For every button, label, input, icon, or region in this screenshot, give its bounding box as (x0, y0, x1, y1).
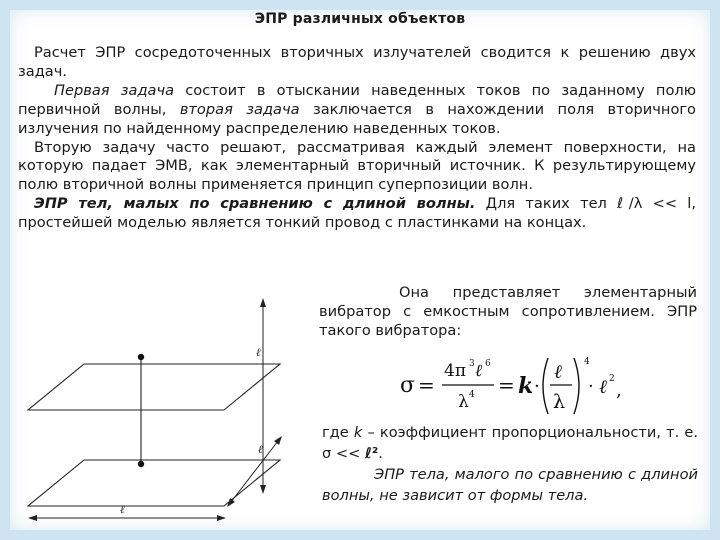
formula-num-l: ℓ (475, 361, 483, 381)
formula-k: k (518, 373, 534, 399)
formula-equals-2: = (498, 373, 515, 397)
vibrator-text: Она представляет элементарный вибратор с емкостным сопротивлением. ЭПР такого вибратора: (319, 284, 697, 339)
formula-dot-2: · (588, 376, 594, 397)
side-dimension-line (231, 441, 278, 502)
bottom-label: ℓ (120, 503, 125, 516)
bottom-arrow-left (28, 515, 37, 521)
second-task-text: Вторую задачу часто решают, рассматривая каждый элемент поверхности, на которую падает ЭМВ, как элементарный вторичный источник. К результирующему полю вторичной волны применяется принцип суперпозиции волн. (18, 138, 696, 194)
rcs-formula (396, 352, 626, 420)
where-k: k (353, 424, 363, 441)
conclusion-paragraph (322, 464, 698, 506)
paragraph-second-task (18, 139, 696, 196)
tasks-text-mid: состоит в отыскании наведенных токов по заданному полю первичной волны, (18, 81, 696, 118)
vibrator-paragraph (319, 284, 697, 341)
formula-num-exp3: 3 (469, 359, 475, 369)
paragraph-intro (18, 44, 696, 82)
second-task-label: вторая задача (179, 100, 300, 118)
bottom-plate (28, 460, 280, 506)
wire-top-point (138, 354, 144, 360)
conclusion-text: ЭПР тела, малого по сравнению с длиной волны, не зависит от формы тела. (322, 466, 698, 504)
paragraph-tasks (18, 82, 696, 139)
formula-den-lambda: λ (458, 392, 469, 412)
first-task-label: Первая задача (54, 81, 175, 99)
formula-comma: , (616, 380, 622, 401)
small-bodies-text: Для таких тел ℓ/λ << l, простейшей моделью является тонкий провод с пластинками на концах. (18, 195, 696, 232)
formula-num-coef: 4π (444, 361, 466, 381)
formula-l2-base: ℓ (599, 376, 607, 398)
paragraph-small-bodies (18, 195, 696, 233)
formula-dot-1: · (534, 376, 540, 397)
formula-paren-right (574, 358, 579, 414)
slide-title: ЭПР различных объектов (254, 11, 466, 27)
small-bodies-heading: ЭПР тел, малых по сравнению с длиной волны. (34, 195, 476, 213)
formula-den-exp4: 4 (469, 390, 475, 400)
height-label: ℓ (256, 346, 261, 359)
formula-sigma: σ (400, 373, 416, 398)
formula-frac-num: ℓ (554, 361, 562, 383)
dipole-figure (26, 292, 308, 528)
formula-num-exp6: 6 (485, 359, 491, 369)
where-end: . (378, 445, 383, 462)
where-prefix: где (322, 424, 354, 441)
where-text-block (322, 422, 698, 506)
vibrator-text-block (319, 284, 697, 341)
where-rest: – коэффициент пропорциональности, т. е. σ << (322, 424, 698, 462)
wire-bottom-point (138, 461, 144, 467)
where-paragraph (322, 422, 698, 464)
formula-frac-den: λ (553, 391, 566, 413)
tasks-text-end: заключается в нахождении поля вторичного излучения по найденному распределению наведенных токов. (18, 100, 696, 137)
height-arrow-bottom (260, 485, 266, 494)
formula-equals: = (418, 373, 435, 397)
height-arrow-top (260, 298, 266, 307)
formula-paren-exp: 4 (584, 357, 590, 367)
bottom-arrow-right (217, 515, 226, 521)
formula-l2-exp: 2 (609, 374, 615, 384)
intro-text: Расчет ЭПР сосредоточенных вторичных излучателей сводится к решению двух задач. (18, 44, 696, 80)
formula-paren-left (543, 358, 548, 414)
side-label: ℓ (258, 443, 263, 456)
top-plate (28, 364, 280, 410)
side-arrow-top (274, 436, 282, 445)
where-l-squared: ℓ² (364, 445, 379, 462)
main-text (18, 44, 696, 233)
